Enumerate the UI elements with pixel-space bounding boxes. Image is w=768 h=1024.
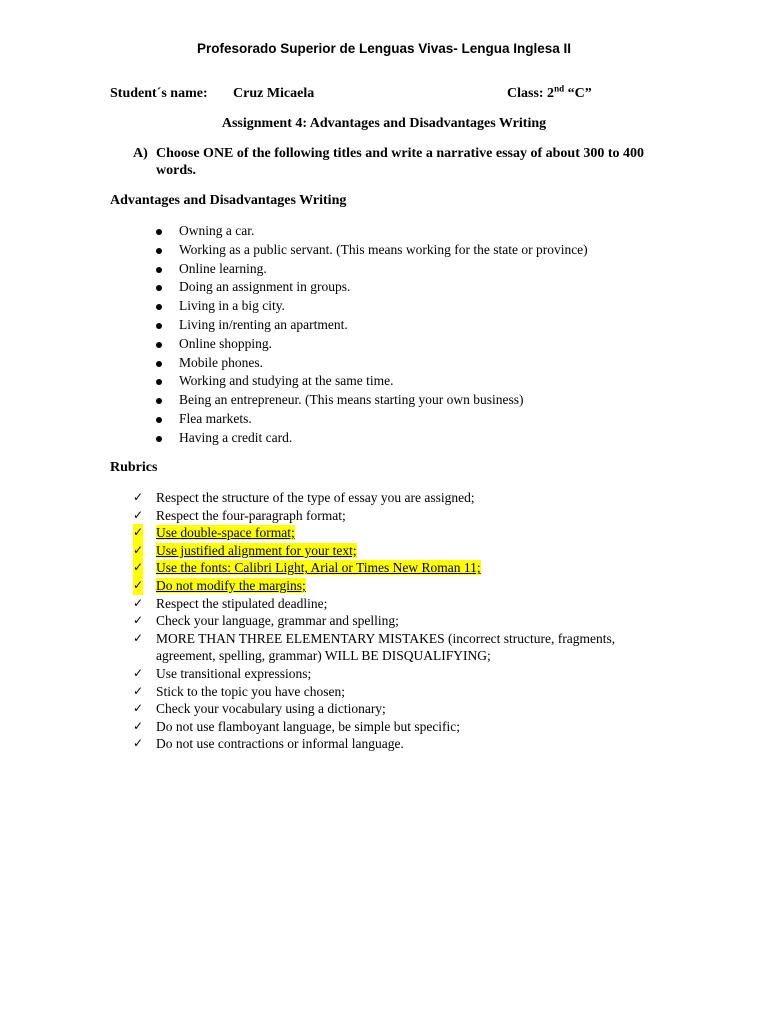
- checkmark-icon: ✓: [133, 736, 144, 751]
- checkmark-icon: ✓: [133, 701, 144, 716]
- rubric-item: [133, 683, 656, 701]
- topic-text: Doing an assignment in groups.: [179, 279, 351, 295]
- rubric-text: Respect the stipulated deadline;: [156, 595, 328, 611]
- checkmark-icon: ✓: [133, 524, 143, 542]
- checkmark-icon: ✓: [133, 559, 143, 577]
- topic-item: [156, 335, 588, 354]
- class-info: [507, 83, 592, 102]
- header-title: Profesorado Superior de Lenguas Vivas- Lengua Inglesa II: [196, 41, 572, 56]
- bullet-dot-icon: [156, 398, 162, 404]
- rubric-text: MORE THAN THREE ELEMENTARY MISTAKES (incorrect structure, fragments, agreement, spelling, grammar) WILL BE DISQUALIFYING;: [156, 630, 616, 664]
- rubric-item: [133, 612, 656, 630]
- topic-text: Online shopping.: [179, 335, 272, 351]
- rubric-item: [133, 542, 656, 560]
- bullet-dot-icon: [156, 248, 162, 254]
- rubric-text: Check your language, grammar and spelling;: [156, 613, 399, 629]
- topic-item: [156, 316, 588, 335]
- topic-text: Mobile phones.: [179, 354, 263, 370]
- bullet-dot-icon: [156, 285, 162, 291]
- rubric-text: Use double-space format;: [156, 525, 295, 541]
- topic-item: [156, 391, 588, 410]
- topic-text: Living in a big city.: [179, 298, 285, 314]
- topic-item: [156, 222, 588, 241]
- checkmark-icon: ✓: [133, 577, 143, 595]
- class-group: “C”: [564, 86, 592, 101]
- rubric-item: [133, 665, 656, 683]
- bullet-dot-icon: [156, 379, 162, 385]
- rubric-item: [133, 700, 656, 718]
- rubric-item: [133, 630, 656, 665]
- topic-item: [156, 260, 588, 279]
- rubric-item: [133, 559, 656, 577]
- bullet-dot-icon: [156, 304, 162, 310]
- rubric-item: [133, 489, 656, 507]
- topic-item: [156, 278, 588, 297]
- checkmark-icon: ✓: [133, 542, 143, 560]
- checkmark-icon: ✓: [133, 683, 144, 698]
- bullet-dot-icon: [156, 436, 162, 442]
- rubric-item: [133, 595, 656, 613]
- topic-item: [156, 429, 588, 448]
- topic-text: Owning a car.: [179, 223, 255, 238]
- rubric-item: [133, 735, 656, 753]
- rubric-item: [133, 718, 656, 736]
- rubric-text: Use justified alignment for your text;: [156, 542, 357, 558]
- topic-item: [156, 410, 588, 429]
- rubric-text: Check your vocabulary using a dictionary;: [156, 701, 386, 717]
- bullet-dot-icon: [156, 323, 162, 329]
- topic-item: [156, 241, 588, 260]
- assignment-title: Assignment 4: Advantages and Disadvantages Writing: [221, 116, 547, 131]
- rubric-text: Do not modify the margins;: [156, 577, 306, 593]
- topic-item: [156, 354, 588, 373]
- rubric-text: Respect the structure of the type of essay you are assigned;: [156, 490, 475, 505]
- bullet-dot-icon: [156, 417, 162, 423]
- rubric-text: Do not use contractions or informal language.: [156, 736, 404, 752]
- topic-text: Being an entrepreneur. (This means starting your own business): [179, 392, 524, 408]
- class-ordinal: nd: [554, 83, 565, 94]
- student-name-label: Student´s name:: [110, 86, 208, 101]
- checkmark-icon: ✓: [133, 665, 144, 680]
- checkmark-icon: ✓: [133, 613, 144, 628]
- topic-text: Living in/renting an apartment.: [179, 316, 348, 332]
- rubrics-title: Rubrics: [110, 460, 158, 475]
- rubric-item: [133, 524, 656, 542]
- topics-list: [156, 222, 588, 448]
- class-label: Class: 2: [507, 86, 555, 101]
- topic-text: Working and studying at the same time.: [179, 373, 394, 389]
- instruction-marker: A): [133, 146, 148, 161]
- topic-item: [156, 297, 588, 316]
- topic-text: Having a credit card.: [179, 429, 293, 445]
- section-title: Advantages and Disadvantages Writing: [110, 193, 347, 208]
- bullet-dot-icon: [156, 361, 162, 367]
- student-name-value: Cruz Micaela: [233, 86, 315, 101]
- rubric-item: [133, 507, 656, 525]
- instruction-line-1: Choose ONE of the following titles and write a narrative essay of about 300 to 400: [156, 146, 645, 161]
- topic-text: Flea markets.: [179, 410, 252, 426]
- topic-item: [156, 372, 588, 391]
- checkmark-icon: ✓: [133, 490, 144, 504]
- topic-text: Working as a public servant. (This means working for the state or province): [179, 241, 588, 257]
- checkmark-icon: ✓: [133, 595, 144, 610]
- checkmark-icon: ✓: [133, 718, 144, 733]
- rubric-text: Use transitional expressions;: [156, 665, 312, 681]
- bullet-dot-icon: [156, 267, 162, 273]
- rubric-text: Use the fonts: Calibri Light, Arial or Times New Roman 11;: [156, 560, 481, 576]
- rubric-text: Do not use flamboyant language, be simple but specific;: [156, 718, 461, 734]
- rubric-text: Respect the four-paragraph format;: [156, 507, 346, 523]
- bullet-dot-icon: [156, 229, 162, 235]
- rubric-text: Stick to the topic you have chosen;: [156, 683, 345, 699]
- instruction-line-2: words.: [156, 163, 197, 178]
- rubrics-list: [133, 489, 656, 753]
- topic-text: Online learning.: [179, 260, 267, 276]
- bullet-dot-icon: [156, 342, 162, 348]
- checkmark-icon: ✓: [133, 630, 144, 645]
- checkmark-icon: ✓: [133, 507, 144, 522]
- rubric-item: [133, 577, 656, 595]
